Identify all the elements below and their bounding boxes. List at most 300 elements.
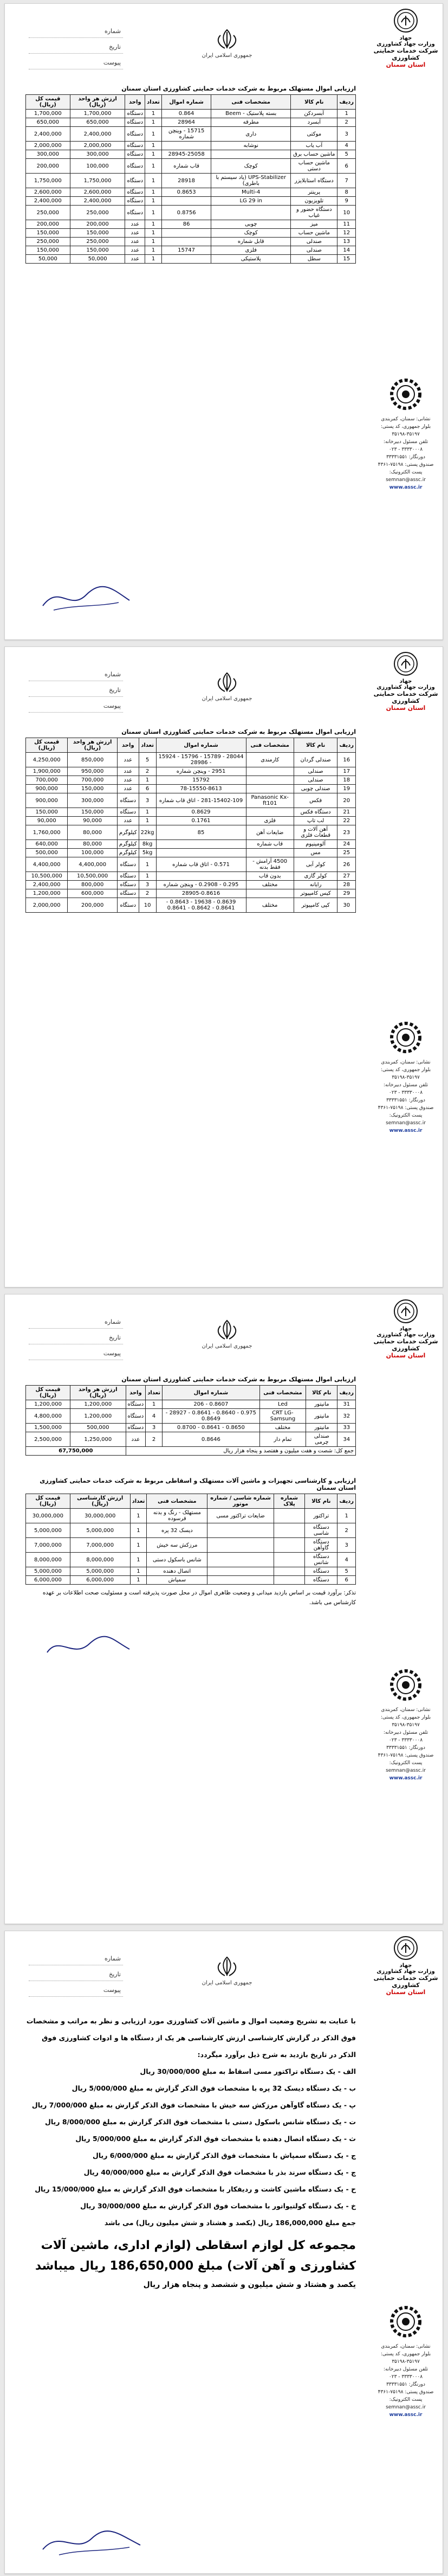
column-header: ارزش کارشناسی (ریال) <box>70 1494 130 1509</box>
address-line: نشانی: سمنان، کمربندی <box>381 1707 431 1713</box>
org-line3: استان سمنان <box>386 61 426 68</box>
table-cell <box>211 206 291 220</box>
table-cell: 1,700,000 <box>70 110 125 118</box>
side-contact-panel <box>373 2305 438 2419</box>
table-cell: 22kg <box>139 825 156 840</box>
grand-total-words: یکصد و هشتاد و شش میلیون و ششصد و پنجاه هزار ریال <box>143 2280 356 2289</box>
column-header: ردیف <box>337 1386 356 1400</box>
table-cell <box>156 872 246 881</box>
table-cell: 1,700,000 <box>26 110 70 118</box>
table-cell: 30,000,000 <box>26 1509 70 1523</box>
table-cell: مانیتور <box>306 1400 337 1409</box>
table-cell: 1,250,000 <box>70 1432 126 1447</box>
table-cell: 300,000 <box>70 150 125 159</box>
table-cell: عدد <box>125 255 145 264</box>
table-cell: 281-15402-109 - اتاق قاب شماره <box>156 793 246 808</box>
table-cell <box>246 785 294 793</box>
table-row <box>26 753 356 767</box>
table-cell: قابل شماره <box>211 238 291 246</box>
table-row <box>26 776 356 785</box>
address-line: تلفن مسئول دبیرخانه: <box>383 439 428 445</box>
table-cell: 2,400,000 <box>26 881 68 889</box>
address-line: ۳۳۳۳۰۰۰۸ - ۰۲۳ <box>388 1738 423 1743</box>
table-cell: دیسک 32 پره <box>147 1523 207 1538</box>
side-contact-panel <box>373 1021 438 1135</box>
table-cell <box>207 1567 274 1576</box>
table-cell: 50,000 <box>70 255 125 264</box>
table-cell: دستگاه <box>125 174 145 188</box>
column-header: شماره اموال <box>156 738 246 753</box>
table-cell: 0.8629 <box>156 808 246 817</box>
table-cell: 5 <box>337 1567 356 1576</box>
table-cell: 0.8653 <box>161 188 211 197</box>
table-cell: 5 <box>139 753 156 767</box>
table-cell: 150,000 <box>70 246 125 255</box>
table-cell: 1,200,000 <box>26 889 68 898</box>
table-cell: 2 <box>337 118 356 127</box>
table-cell: 28905-0.8616 <box>156 889 246 898</box>
table-cell: 250,000 <box>26 206 70 220</box>
website-link[interactable]: www.assc.ir <box>389 1776 423 1781</box>
field-attachment: پیوست <box>29 1984 123 1997</box>
table-row <box>26 174 356 188</box>
table-cell: 2,000,000 <box>26 142 70 150</box>
table-cell: 90,000 <box>26 817 68 825</box>
email-label: پست الکترونیک: <box>389 1113 423 1118</box>
address-line: نشانی: سمنان، کمربندی <box>381 2344 431 2349</box>
emblem-caption: جمهوری اسلامی ایران <box>202 1980 252 1986</box>
table-cell: 250,000 <box>70 206 125 220</box>
valuation-item: ب - یک دستگاه دیسک 32 پره با مشخصات فوق الذکر گزارش به مبلغ 5/000/000 ریال <box>72 2084 356 2092</box>
table-cell: 1 <box>139 817 156 825</box>
table-cell: دستگاه <box>117 857 139 872</box>
table-row <box>26 1567 356 1576</box>
table-cell: دستگاه <box>126 1424 146 1432</box>
table-cell: مطرقه <box>211 118 291 127</box>
table-cell <box>274 1567 305 1576</box>
org-logo <box>373 8 438 68</box>
field-number: شماره <box>29 669 123 681</box>
table-cell: 6 <box>139 785 156 793</box>
table-cell: 28945-25058 <box>161 150 211 159</box>
email-address[interactable]: semnan@assc.ir <box>386 477 426 483</box>
table-cell: 200,000 <box>70 220 125 229</box>
table-cell: رایانه <box>294 881 337 889</box>
document-page-1 <box>4 3 443 640</box>
table-cell: داری <box>211 127 291 142</box>
table-cell: دستگاه حضور و غیاب <box>291 206 337 220</box>
field-number: شماره <box>29 25 123 38</box>
table-cell: 4,400,000 <box>68 857 118 872</box>
table-cell: 10 <box>337 206 356 220</box>
table-cell: صندلی چوبی <box>294 785 337 793</box>
table-cell: 0.8650 - 0.8641 - 0.8700 <box>162 1424 259 1432</box>
emblem-caption: جمهوری اسلامی ایران <box>202 696 252 702</box>
valuation-item: پ - یک دستگاه گاوآهن مرزکش سه خیش با مشخصات فوق الذکر گزارش به مبلغ 7/000/000 ریال <box>31 2101 356 2109</box>
column-header: مشخصات فنی <box>211 95 291 110</box>
table-cell: 85 <box>156 825 246 840</box>
field-date: تاریخ <box>29 1969 123 1981</box>
table-cell: 6,000,000 <box>70 1576 130 1585</box>
table-cell: پرینتر <box>291 188 337 197</box>
table-cell: ضایعات آهن <box>246 825 294 840</box>
table-cell: لب تاپ <box>294 817 337 825</box>
org-line3: استان سمنان <box>386 1989 426 1996</box>
table-row <box>26 1424 356 1432</box>
address-line: دورنگار: ۳۳۳۳۱۵۵۱ <box>386 1098 425 1103</box>
table-cell: 2 <box>139 889 156 898</box>
column-header: شماره اموال <box>161 95 211 110</box>
email-label: پست الکترونیک: <box>389 2397 423 2402</box>
table-cell: 1 <box>337 110 356 118</box>
table-cell: 20 <box>337 793 356 808</box>
table-cell: 10,500,000 <box>26 872 68 881</box>
table-cell: 80,000 <box>68 840 118 849</box>
emblem-icon <box>212 671 242 694</box>
table-cell: 700,000 <box>26 776 68 785</box>
table-cell: 6,000,000 <box>26 1576 70 1585</box>
table-cell: دستگاه <box>125 118 145 127</box>
table-cell: 500,000 <box>26 849 68 857</box>
table-cell: ماشین حساب <box>291 229 337 238</box>
table-cell: 14 <box>337 246 356 255</box>
table-cell: 5,000,000 <box>70 1523 130 1538</box>
table-cell: 1 <box>145 142 162 150</box>
column-header: شماره اموال <box>162 1386 259 1400</box>
table-cell: 900,000 <box>26 793 68 808</box>
table-cell: 1 <box>139 776 156 785</box>
table-cell: 28918 <box>161 174 211 188</box>
grand-total-block <box>25 2235 356 2293</box>
table-cell <box>156 840 246 849</box>
total-value: 67,750,000 <box>26 1447 126 1456</box>
email-address[interactable]: semnan@assc.ir <box>386 1120 426 1126</box>
table-cell: آلومینیوم <box>294 840 337 849</box>
table-cell: 1,750,000 <box>26 174 70 188</box>
gear-logo-icon <box>389 378 422 411</box>
table-row <box>26 898 356 913</box>
table-cell: 600,000 <box>68 889 118 898</box>
table-cell: کولر گازی <box>294 872 337 881</box>
address-line: ۳۵۱۹۸-۳۵۱۹۷ <box>392 1075 420 1080</box>
table-cell: 25 <box>337 849 356 857</box>
table-cell: قاب شماره <box>161 159 211 174</box>
table-cell: 5kg <box>139 849 156 857</box>
emblem-caption: جمهوری اسلامی ایران <box>202 53 252 59</box>
table-cell: 1,200,000 <box>70 1409 126 1424</box>
org-line2: شرکت خدمات حمایتی کشاورزی <box>373 47 438 61</box>
table-cell: 0.295 - 0.2908 - وینچن شماره <box>156 881 246 889</box>
org-line1: وزارت جهاد کشاورزی <box>376 1969 435 1975</box>
address-line: نشانی: سمنان، کمربندی <box>381 416 431 422</box>
table-cell: 2,400,000 <box>26 197 70 206</box>
table-cell: عدد <box>125 220 145 229</box>
table-cell <box>156 849 246 857</box>
table-cell: 0.8639 - 19638 - 0.8643 - 0.8641 - 0.8642 - 0.8641 <box>156 898 246 913</box>
table-cell: صندلی چرمی <box>306 1432 337 1447</box>
signature-icon <box>37 579 135 617</box>
table-cell <box>274 1509 305 1523</box>
table-cell: کولر آبی <box>294 857 337 872</box>
table-cell: دستگاه شاسی <box>305 1523 337 1538</box>
table-cell <box>207 1553 274 1567</box>
table-cell: 15792 <box>156 776 246 785</box>
table-cell: 17 <box>337 767 356 776</box>
table-cell: عدد <box>126 1432 146 1447</box>
table-cell: 1 <box>145 118 162 127</box>
table-cell: 1 <box>130 1553 147 1567</box>
table-cell: ضایعات تراکتور مسی <box>207 1509 274 1523</box>
table-cell: 6 <box>337 1576 356 1585</box>
table-cell: 4,400,000 <box>26 857 68 872</box>
table-cell: 2,000,000 <box>26 898 68 913</box>
column-header: نام کالا <box>305 1494 337 1509</box>
website-link[interactable]: www.assc.ir <box>389 2412 423 2418</box>
header-fields <box>29 25 123 73</box>
table-cell: عدد <box>125 238 145 246</box>
table-cell: کپی کامپیوتر <box>294 898 337 913</box>
table-cell: 31 <box>337 1400 356 1409</box>
table-cell: 86 <box>161 220 211 229</box>
grand-total-line: مجموعه کل لوازم اسقاطی (لوازم اداری، ماشین آلات <box>41 2239 356 2252</box>
table-cell <box>161 255 211 264</box>
website-link[interactable]: www.assc.ir <box>389 485 423 490</box>
table-cell <box>246 776 294 785</box>
table-row <box>26 872 356 881</box>
website-link[interactable]: www.assc.ir <box>389 1128 423 1133</box>
table-caption: ارزیابی اموال مستهلک مربوط به شرکت خدمات حمایتی کشاورزی استان سمنان <box>121 728 356 735</box>
org-line1: وزارت جهاد کشاورزی <box>376 1332 435 1338</box>
table-row <box>26 889 356 898</box>
table-cell: کیلوگرم <box>117 825 139 840</box>
table-cell: مختلف <box>246 881 294 889</box>
email-address[interactable]: semnan@assc.ir <box>386 1768 426 1773</box>
table-cell: مانیتور <box>306 1424 337 1432</box>
table-cell: عدد <box>125 229 145 238</box>
table-cell: موکتی <box>291 127 337 142</box>
org-logo-text: جهاد <box>399 678 412 684</box>
org-line2: شرکت خدمات حمایتی کشاورزی <box>373 1975 438 1989</box>
table-cell: 1,200,000 <box>70 1400 126 1409</box>
table-row <box>26 1538 356 1553</box>
email-address[interactable]: semnan@assc.ir <box>386 2405 426 2410</box>
table-cell: دستگاه <box>117 889 139 898</box>
table-cell: 1 <box>145 238 162 246</box>
table-cell: دستگاه <box>126 1400 146 1409</box>
table-row <box>26 1509 356 1523</box>
column-header: مشخصات فنی <box>259 1386 306 1400</box>
table-cell: 1,500,000 <box>26 1424 70 1432</box>
column-header: نام کالا <box>291 95 337 110</box>
table-cell: 2,400,000 <box>70 127 125 142</box>
address-line: ۳۵۱۹۸-۳۵۱۹۷ <box>392 1722 420 1728</box>
table-cell: 2,400,000 <box>70 197 125 206</box>
table-cell: Led <box>259 1400 306 1409</box>
table-cell: 1 <box>130 1538 147 1553</box>
table-cell: 1 <box>130 1576 147 1585</box>
table-cell: میز <box>291 220 337 229</box>
table-cell: دستگاه گاوآهن <box>305 1538 337 1553</box>
table-cell: 1,760,000 <box>26 825 68 840</box>
valuation-item: ث - یک دستگاه اتصال دهنده با مشخصات فوق الذکر گزارش به مبلغ 5/000/000 ریال <box>75 2135 356 2143</box>
column-header: قیمت کل (ریال) <box>26 1494 70 1509</box>
table-cell: 6 <box>337 159 356 174</box>
table-cell: مرزکش سه خیش <box>147 1538 207 1553</box>
table-cell <box>274 1523 305 1538</box>
table-cell: دستگاه <box>117 793 139 808</box>
table-cell: کارمندی <box>246 753 294 767</box>
table-cell: مانیتور <box>306 1409 337 1424</box>
table-cell <box>274 1553 305 1567</box>
table-row <box>26 150 356 159</box>
table-cell: 15 <box>337 255 356 264</box>
table-row <box>26 188 356 197</box>
table-cell: نوشابه <box>211 142 291 150</box>
table-cell <box>211 150 291 159</box>
table-cell: 24 <box>337 840 356 849</box>
table-cell: دستگاه <box>117 898 139 913</box>
table-cell: 1,200,000 <box>26 1400 70 1409</box>
address-line: صندوق پستی: ۷۵۱۹۸-۴۳۶۱ <box>378 1105 434 1111</box>
table-row <box>26 881 356 889</box>
table-row <box>26 220 356 229</box>
table-cell: 800,000 <box>68 881 118 889</box>
table-cell: 19 <box>337 785 356 793</box>
table-cell: 30 <box>337 898 356 913</box>
table-cell <box>161 142 211 150</box>
table-cell: 23 <box>337 825 356 840</box>
table-cell: 3 <box>139 793 156 808</box>
table-cell: 1 <box>139 808 156 817</box>
table-row <box>26 785 356 793</box>
table-cell <box>246 767 294 776</box>
signature-icon <box>43 1631 135 1663</box>
table-cell: 12 <box>337 229 356 238</box>
gear-logo-icon <box>389 1021 422 1054</box>
table-cell: دستگاه <box>125 206 145 220</box>
table-cell: تمام دار <box>259 1432 306 1447</box>
jahad-logo-icon <box>393 1936 418 1960</box>
table-cell: 10,500,000 <box>68 872 118 881</box>
table-row <box>26 1432 356 1447</box>
table-cell: 0.864 <box>161 110 211 118</box>
table-cell: عدد <box>117 776 139 785</box>
table-cell: 1 <box>145 110 162 118</box>
column-header: قیمت کل (ریال) <box>26 1386 70 1400</box>
jahad-logo-icon <box>393 651 418 676</box>
table-cell: 22 <box>337 817 356 825</box>
table-cell: UPS-Stabilizer (یاد سیستم با باطری) <box>211 174 291 188</box>
table-cell: 4,250,000 <box>26 753 68 767</box>
emblem-icon <box>212 28 242 50</box>
total-row <box>26 1447 356 1456</box>
table-cell: کیس کامپیوتر <box>294 889 337 898</box>
table-row <box>26 857 356 872</box>
assets-table-3-wrapper <box>25 1376 356 1611</box>
table-cell: 27 <box>337 872 356 881</box>
address-line: تلفن مسئول دبیرخانه: <box>383 1730 428 1735</box>
table-row <box>26 159 356 174</box>
grand-total-line: کشاورزی و آهن آلات) مبلغ 186,650,000 ریال میباشد <box>35 2259 356 2273</box>
table-cell: 3 <box>337 1538 356 1553</box>
table-cell: 1 <box>145 127 162 142</box>
table-cell <box>161 197 211 206</box>
table-cell: صندلی <box>291 246 337 255</box>
field-date: تاریخ <box>29 1332 123 1344</box>
table-cell: 8 <box>337 188 356 197</box>
table-cell: 4,800,000 <box>26 1409 70 1424</box>
table-cell: 150,000 <box>26 246 70 255</box>
table-row <box>26 1400 356 1409</box>
table-cell: 2,500,000 <box>26 1432 70 1447</box>
table-cell: 7 <box>337 174 356 188</box>
column-header: ارزش هر واحد (ریال) <box>70 95 125 110</box>
table-cell: پلاستیکی <box>211 255 291 264</box>
table-cell: 300,000 <box>68 793 118 808</box>
table-cell: 150,000 <box>68 785 118 793</box>
table-cell: دستگاه استابلایزر <box>291 174 337 188</box>
table-cell: صندلی <box>294 767 337 776</box>
table-cell: 1 <box>145 255 162 264</box>
side-contact-panel <box>373 378 438 491</box>
column-header: شماره شاسی / شماره موتور <box>207 1494 274 1509</box>
table-cell: دستگاه شانس <box>305 1553 337 1567</box>
emblem-icon <box>212 1318 242 1341</box>
table-cell: 30,000,000 <box>70 1509 130 1523</box>
table-cell: 5,000,000 <box>70 1567 130 1576</box>
machinery-table <box>25 1494 356 1585</box>
field-number: شماره <box>29 1316 123 1329</box>
column-header: تعداد <box>130 1494 147 1509</box>
column-header: واحد <box>125 95 145 110</box>
column-header: قیمت کل (ریال) <box>26 738 68 753</box>
table-row <box>26 793 356 808</box>
header-fields <box>29 1953 123 2000</box>
address-line: ۳۳۳۳۰۰۰۸ - ۰۲۳ <box>388 2374 423 2380</box>
table-cell: عدد <box>117 785 139 793</box>
table-cell: 11 <box>337 220 356 229</box>
table-cell: 28 <box>337 881 356 889</box>
table-caption: ارزیابی اموال مستهلک مربوط به شرکت خدمات حمایتی کشاورزی استان سمنان <box>121 85 356 92</box>
table-cell: دستگاه <box>117 872 139 881</box>
org-line2: شرکت خدمات حمایتی کشاورزی <box>373 690 438 704</box>
table-cell: 28044 - 15789 - 15796 - 15924 - 28986 <box>156 753 246 767</box>
table-cell <box>207 1523 274 1538</box>
address-line: دورنگار: ۳۳۳۳۱۵۵۱ <box>386 1745 425 1751</box>
assets-table-1 <box>25 94 356 264</box>
table-cell: 80,000 <box>68 825 118 840</box>
table-cell: فلزی <box>246 817 294 825</box>
table-cell: LG 29 in <box>211 197 291 206</box>
table-cell: 150,000 <box>26 229 70 238</box>
column-header: شماره پلاک <box>274 1494 305 1509</box>
table-row <box>26 817 356 825</box>
valuation-item: خ - یک دستگاه کولتیواتور با مشخصات فوق الذکر گزارش به مبلغ 30/000/000 ریال <box>80 2202 356 2210</box>
table-cell <box>274 1576 305 1585</box>
email-label: پست الکترونیک: <box>389 470 423 475</box>
table-cell: 4 <box>337 142 356 150</box>
header-fields <box>29 1316 123 1363</box>
field-number: شماره <box>29 1953 123 1965</box>
table-cell <box>246 849 294 857</box>
table-cell: 650,000 <box>70 118 125 127</box>
table-cell: 8,000,000 <box>70 1553 130 1567</box>
table-cell: 1 <box>337 1509 356 1523</box>
table-row <box>26 1553 356 1567</box>
table-cell: ماشین حساب دستی <box>291 159 337 174</box>
column-header: ردیف <box>337 738 356 753</box>
org-line2: شرکت خدمات حمایتی کشاورزی <box>373 1338 438 1352</box>
